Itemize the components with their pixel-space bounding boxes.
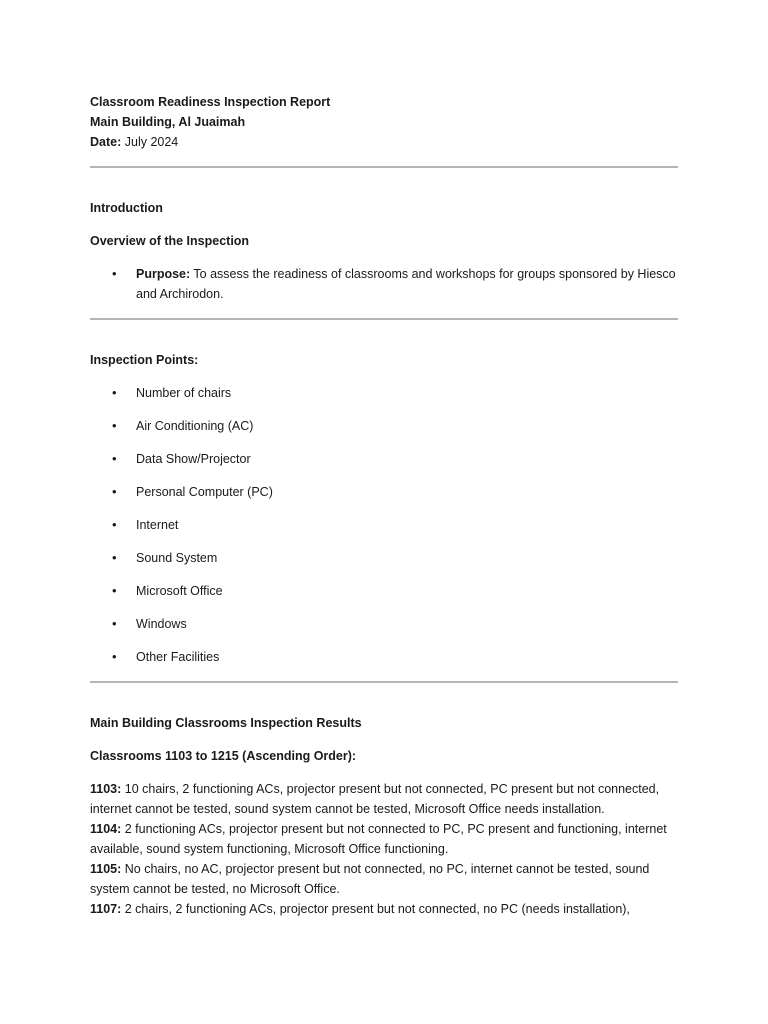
room-text: 10 chairs, 2 functioning ACs, projector present but not connected, PC present but not connected, internet cannot be tested, sound system cannot be tested, Microsoft Office needs installation. xyxy=(90,782,660,816)
list-item: • Windows xyxy=(90,614,678,634)
room-text: No chairs, no AC, projector present but not connected, no PC, internet cannot be tested, sound system cannot be tested, no Microsoft Office. xyxy=(90,862,650,896)
list-item: • Number of chairs xyxy=(90,383,678,403)
room-entry xyxy=(90,819,678,859)
document-body xyxy=(90,92,678,919)
purpose-list xyxy=(90,264,678,304)
section-divider xyxy=(90,166,678,168)
report-date xyxy=(90,132,678,152)
introduction-heading: Introduction xyxy=(90,201,163,215)
room-id: 1107: xyxy=(90,902,122,916)
room-id: 1104: xyxy=(90,822,122,836)
section-divider xyxy=(90,681,678,683)
results-heading: Main Building Classrooms Inspection Results xyxy=(90,716,362,730)
room-id: 1103: xyxy=(90,782,122,796)
inspection-points-list xyxy=(90,383,678,667)
room-results xyxy=(90,779,678,919)
list-item: • Sound System xyxy=(90,548,678,568)
overview-subheading: Overview of the Inspection xyxy=(90,234,250,248)
report-location: Main Building, Al Juaimah xyxy=(90,115,246,129)
inspection-points-heading: Inspection Points: xyxy=(90,353,199,367)
list-item: • Personal Computer (PC) xyxy=(90,482,678,502)
section-divider xyxy=(90,318,678,320)
room-entry xyxy=(90,779,678,819)
purpose-text: To assess the readiness of classrooms and workshops for groups sponsored by Hiesco and Archirodon. xyxy=(136,267,676,301)
list-item: • Other Facilities xyxy=(90,647,678,667)
results-subheading: Classrooms 1103 to 1215 (Ascending Order): xyxy=(90,749,357,763)
list-item: • Microsoft Office xyxy=(90,581,678,601)
room-text: 2 chairs, 2 functioning ACs, projector present but not connected, no PC (needs installation), xyxy=(121,902,630,916)
report-title: Classroom Readiness Inspection Report xyxy=(90,95,331,109)
room-text: 2 functioning ACs, projector present but not connected to PC, PC present and functioning, internet available, sound system functioning, Microsoft Office functioning. xyxy=(90,822,667,856)
list-item: • Data Show/Projector xyxy=(90,449,678,469)
list-item: • Internet xyxy=(90,515,678,535)
list-item xyxy=(90,264,678,304)
room-entry xyxy=(90,859,678,899)
room-entry xyxy=(90,899,678,919)
date-value: July 2024 xyxy=(121,135,179,149)
date-label: Date: xyxy=(90,135,122,149)
purpose-label: Purpose: xyxy=(136,267,191,281)
list-item: • Air Conditioning (AC) xyxy=(90,416,678,436)
room-id: 1105: xyxy=(90,862,122,876)
